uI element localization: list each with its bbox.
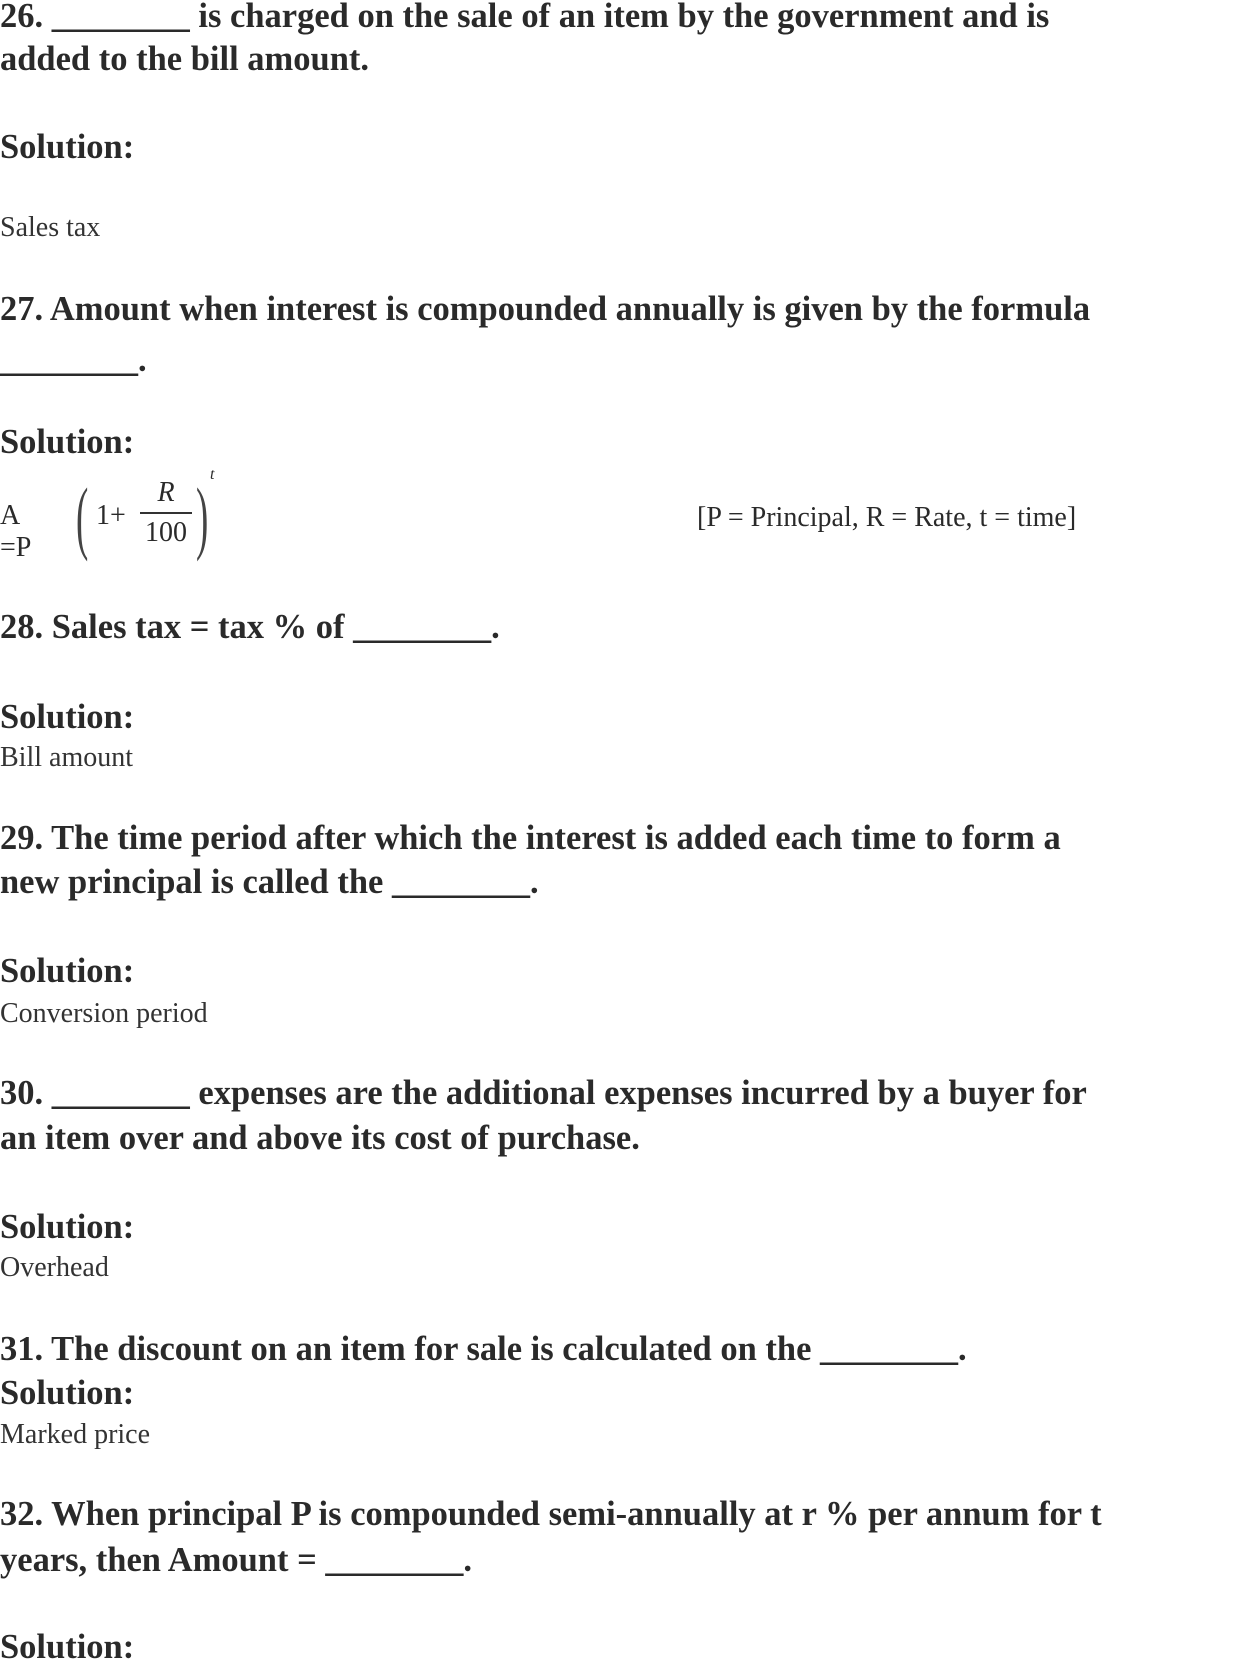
- answer-28: Bill amount: [0, 742, 133, 773]
- solution-label-28: Solution:: [0, 698, 135, 736]
- question-28-line-1: 28. Sales tax = tax % of ________.: [0, 608, 500, 646]
- question-30-line-1: 30. ________ expenses are the additional expenses incurred by a buyer for: [0, 1074, 1087, 1112]
- solution-label-31: Solution:: [0, 1374, 135, 1412]
- formula-lhs: A =P: [0, 500, 32, 563]
- question-31-line-1: 31. The discount on an item for sale is calculated on the ________.: [0, 1330, 967, 1368]
- solution-label-26: Solution:: [0, 128, 135, 166]
- close-paren: ): [196, 471, 209, 562]
- question-29-line-1: 29. The time period after which the interest is added each time to form a: [0, 819, 1061, 857]
- formula-exponent: t: [210, 466, 215, 483]
- question-27-line-2: ________.: [0, 341, 147, 379]
- question-26-line-2: added to the bill amount.: [0, 40, 370, 78]
- solution-label-29: Solution:: [0, 952, 135, 990]
- answer-31: Marked price: [0, 1419, 151, 1450]
- fraction-numerator: R: [157, 477, 175, 508]
- question-29-line-2: new principal is called the ________.: [0, 863, 539, 901]
- answer-30: Overhead: [0, 1252, 109, 1283]
- question-27-line-1: 27. Amount when interest is compounded annually is given by the formula: [0, 290, 1091, 328]
- answer-29: Conversion period: [0, 998, 208, 1029]
- solution-label-32: Solution:: [0, 1628, 135, 1666]
- open-paren: (: [76, 471, 89, 562]
- formula-legend-note: [P = Principal, R = Rate, t = time]: [697, 502, 1077, 533]
- answer-26: Sales tax: [0, 212, 101, 243]
- question-32-line-2: years, then Amount = ________.: [0, 1541, 472, 1579]
- solution-label-27: Solution:: [0, 423, 135, 461]
- formula-one-plus: 1+: [96, 500, 126, 531]
- fraction-bar: [140, 512, 192, 514]
- question-32-line-1: 32. When principal P is compounded semi-annually at r % per annum for t: [0, 1495, 1102, 1533]
- fraction-denominator: 100: [145, 517, 187, 548]
- solution-label-30: Solution:: [0, 1208, 135, 1246]
- formula-fraction: [140, 476, 192, 550]
- question-30-line-2: an item over and above its cost of purchase.: [0, 1119, 640, 1157]
- question-26-line-1: 26. ________ is charged on the sale of an item by the government and is: [0, 0, 1050, 35]
